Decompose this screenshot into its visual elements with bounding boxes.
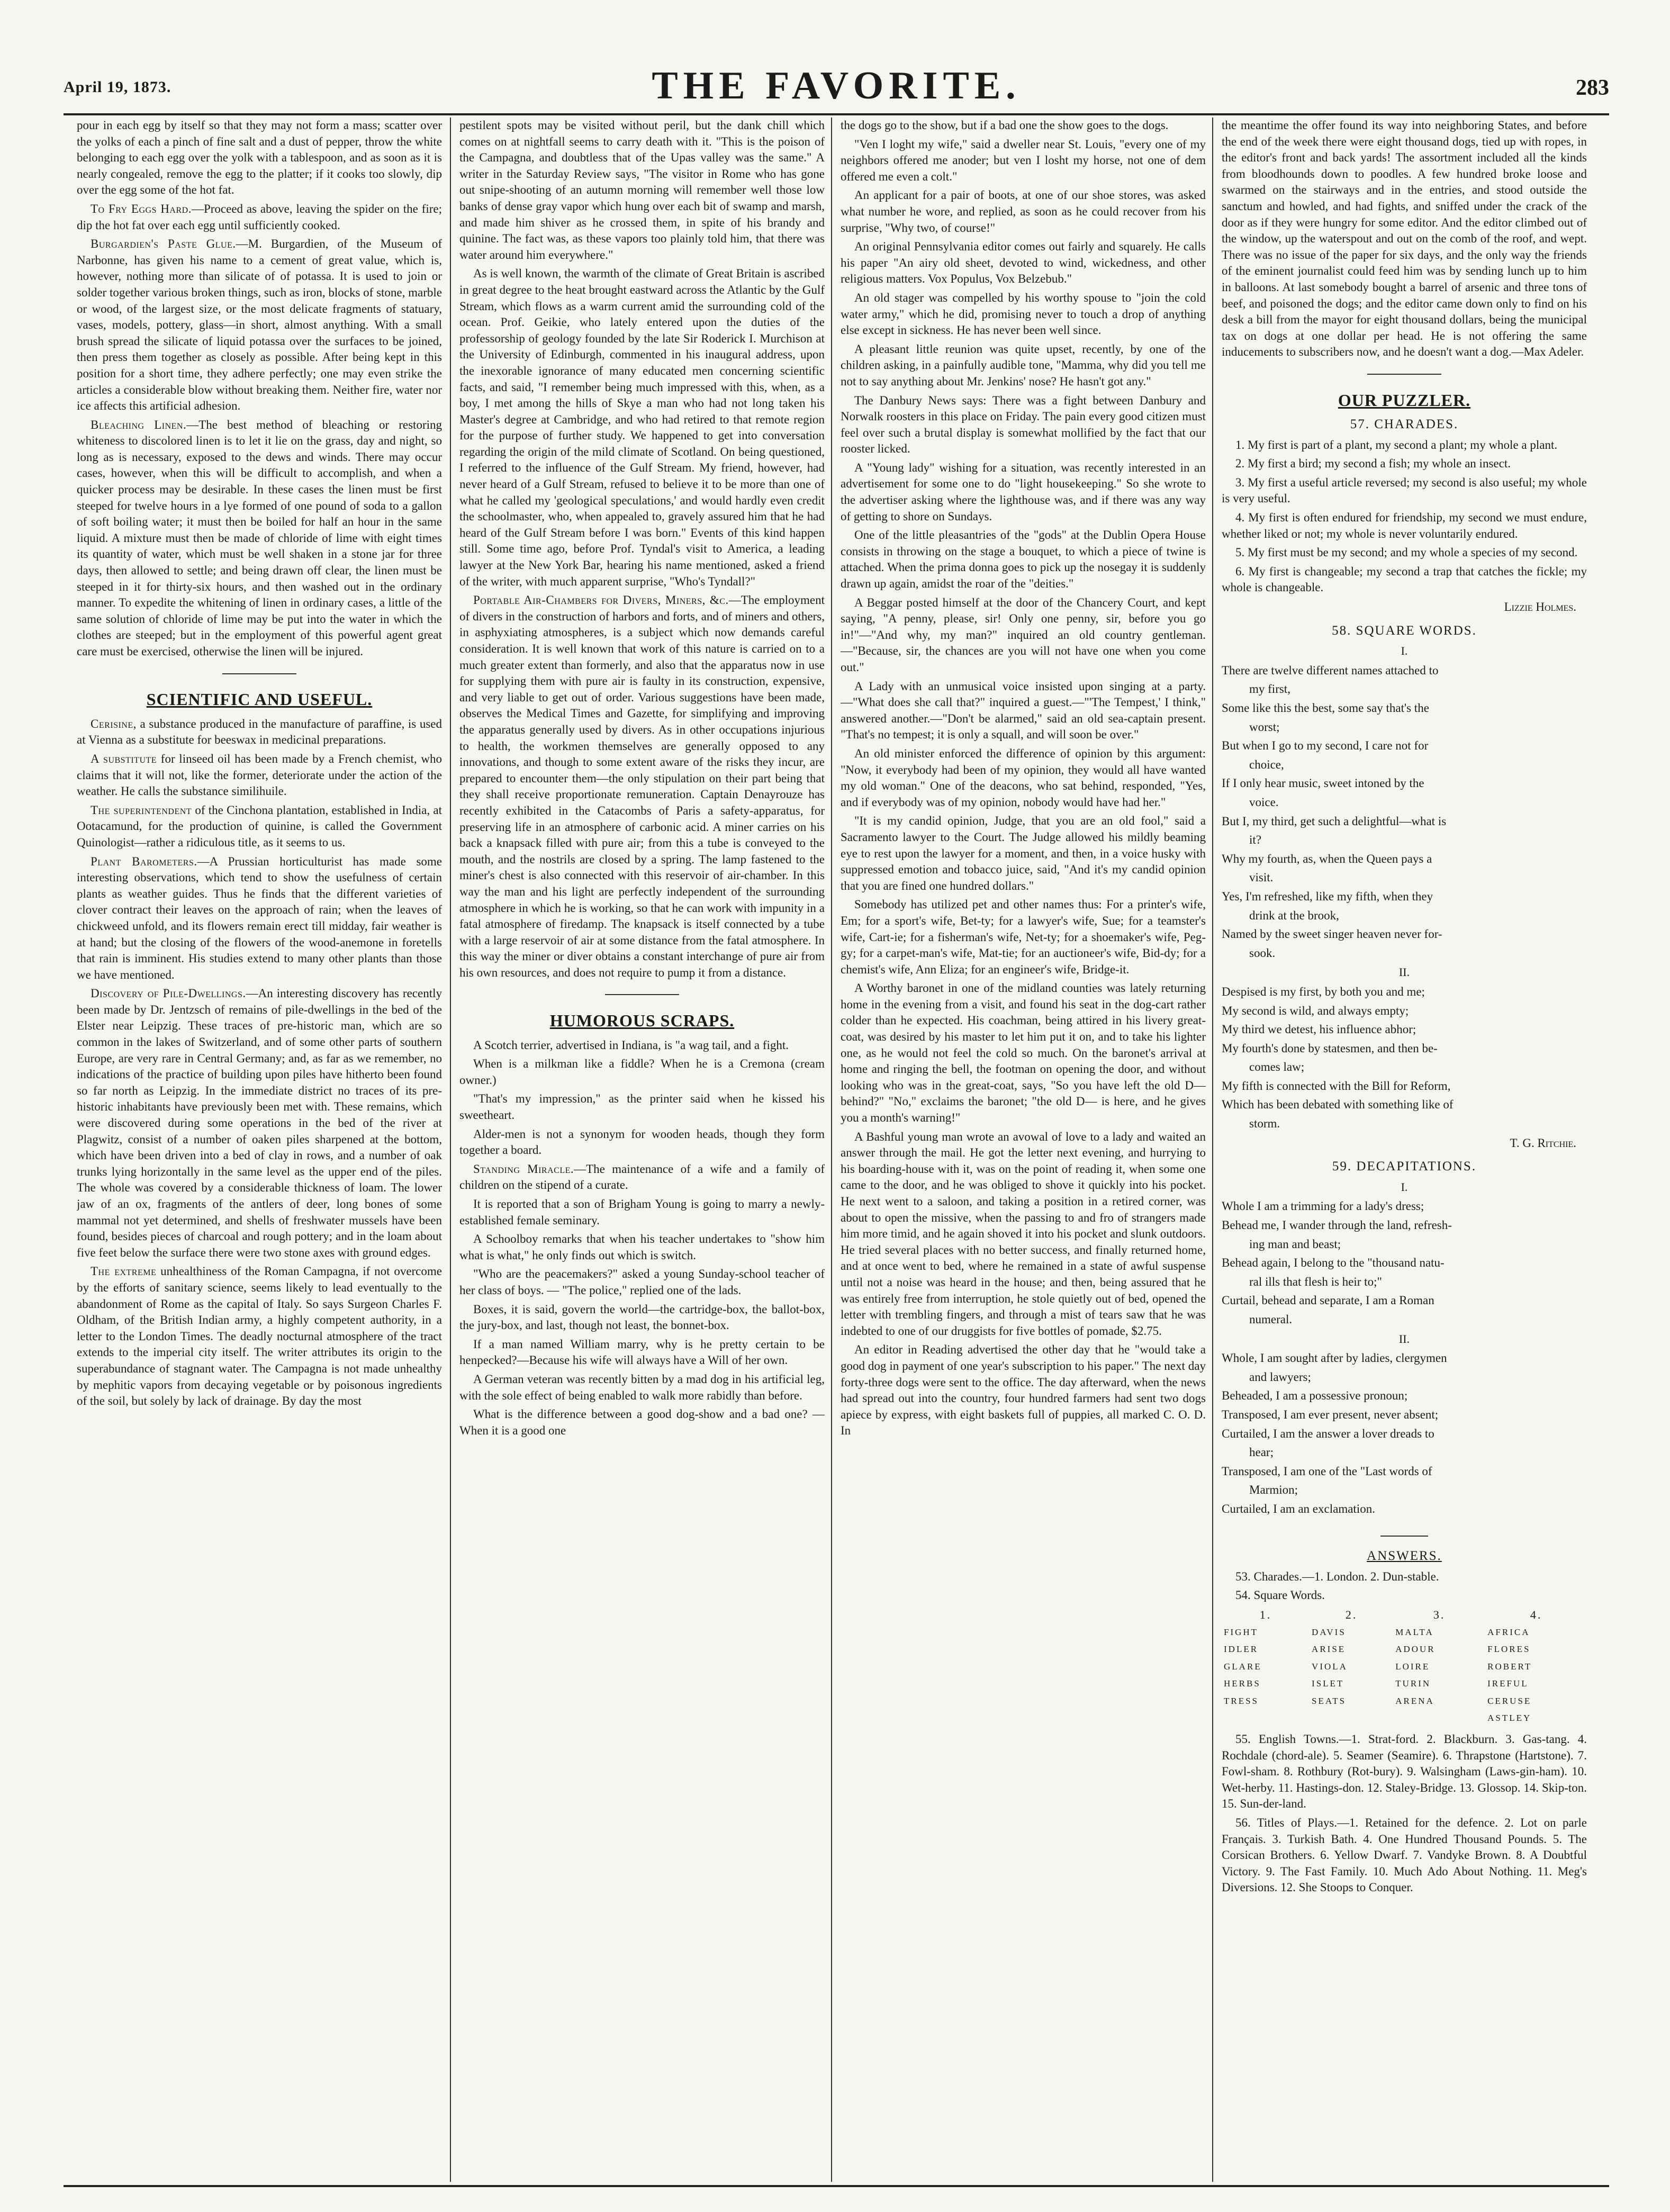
- answer-grid-cell: ADOUR: [1395, 1644, 1436, 1655]
- answer-grid-head: 4.: [1530, 1608, 1542, 1621]
- answer-grid-cell: LOIRE: [1395, 1661, 1430, 1672]
- section-title-humorous: HUMOROUS SCRAPS.: [549, 1011, 735, 1031]
- verse-line: Behead again, I belong to the "thousand natu-: [1222, 1256, 1445, 1270]
- column-divider: [831, 118, 832, 2182]
- joke-paragraph: An editor in Reading advertised the other day that he "would take a good dog in payment of one year's subscription to his paper." The next day forty-three dogs were sent to the office. The day afterward, when the news had spread out into the country, four hundred farmers had sent two dogs apiece by express, with eight baskets full of puppies, all marked C. O. D. In: [841, 1343, 1206, 1438]
- charade-item: 5. My first must be my second; and my whole a species of my second.: [1235, 546, 1578, 559]
- puzzle-heading-square-words: 58. SQUARE WORDS.: [1332, 623, 1477, 638]
- verse-line: ral ills that flesh is heir to;": [1249, 1275, 1382, 1288]
- answer-item: 54. Square Words.: [1235, 1588, 1325, 1602]
- answer-item: 55. English Towns.—1. Strat-ford. 2. Blackburn. 3. Gas-tang. 4. Rochdale (chord-ale). 5. Seamer (Seamire). 6. Thrapstone (Hartstone). 7. Fowl-sham. 8. Rothbury (Rot-bury). 9. Walsingham (Laws-gin-ham). 10. Wet-herby. 11. Hastings-don. 12. Staley-Bridge. 13. Glossop. 14. Skip-ton. 15. Sun-der-land.: [1222, 1732, 1587, 1811]
- answer-grid-cell: ARENA: [1395, 1695, 1434, 1706]
- verse-line: Some like this the best, some say that's the: [1222, 701, 1429, 715]
- article-paragraph: Portable Air-Chambers for Divers, Miners, &c.—The employment of divers in the construction of harbors and forts, and of miners and others, in asphyxiating atmospheres, is a subject which now demands careful consideration. It is well known that work of this nature is carried on to a much greater extent than formerly, and also that the apparatus now in use for supplying them with pure air is faulty in its construction, expensive, and very liable to get out of order. Various suggestions have been made, observes the Medical Times and Gazette, for simplifying and improving the apparatus generally used by divers. As in other occupations injurious to health, the workmen themselves are generally opposed to any innovations, and though to some extent aware of the risks they incur, are prepared to encounter them—the only stipulation on their part being that they shall receive proportionate remuneration. Captain Denayrouze has recently exhibited in the Catacombs of Paris a safety-apparatus, for preserving life in an atmosphere of carbonic acid. A miner carries on his back a knapsack filled with pure air; from this a tube is conveyed to the mouth, and the nostrils are closed by a spring. The lamp fastened to the miner's chest is also connected with this reservoir of air-chamber. In this way the man and his light are perfectly independent of the surrounding atmosphere in which he is working, so that he can work with impunity in a fatal atmosphere of firedamp. The knapsack is itself connected by a tube with a large reservoir of air at some distance from the fatal atmosphere. In this way the miner or diver obtains a constant interchange of pure air from his own resources, and does not require to pump it from a distance.: [459, 593, 825, 979]
- joke-paragraph: A Lady with an unmusical voice insisted upon singing at a party.—"What does she call that?" inquired a guest.—"'The Tempest,' I think," answered another.—"Don't be alarmed," said an old sea-captain present. "That's no tempest; it is only a squall, and will soon be over.": [841, 679, 1206, 742]
- joke-paragraph: A pleasant little reunion was quite upset, recently, by one of the children asking, in a painfully audible tone, "Mamma, why did you tell me not to say anything about Mr. Jenkins' nose? He hasn't got any.": [841, 342, 1206, 388]
- verse-line: If I only hear music, sweet intoned by the: [1222, 777, 1424, 790]
- verse-line: My fifth is connected with the Bill for Reform,: [1222, 1079, 1451, 1093]
- verse-line: Curtailed, I am an exclamation.: [1222, 1502, 1375, 1515]
- article-paragraph: Plant Barometers.—A Prussian horticulturist has made some interesting observations, which tend to show the usefulness of certain plants as weather guides. Thus he finds that the different varieties of clover contract their leaves on the approach of rain; when the leaves of chickweed unfold, and its flowers remain erect till midday, fair weather is at hand; but the closing of the flowers of the wood-anemone in foretells that rain is imminent. His studies extend to many other plants than those we have mentioned.: [77, 854, 442, 981]
- answer-grid-cell: FLORES: [1487, 1644, 1531, 1655]
- answer-item: 53. Charades.—1. London. 2. Dun-stable.: [1235, 1569, 1439, 1583]
- column-divider: [450, 118, 451, 2182]
- verse-line: numeral.: [1249, 1313, 1293, 1326]
- verse-line: my first,: [1249, 682, 1290, 696]
- verse-line: Curtail, behead and separate, I am a Roman: [1222, 1294, 1434, 1307]
- puzzle-number: II.: [1398, 965, 1410, 979]
- verse-block: [1222, 1198, 1587, 1328]
- verse-line: ing man and beast;: [1249, 1237, 1341, 1251]
- charade-item: 1. My first is part of a plant, my second a plant; my whole a plant.: [1235, 438, 1558, 452]
- verse-line: Which has been debated with something like of: [1222, 1098, 1454, 1112]
- answer-grid-cell: AFRICA: [1487, 1627, 1530, 1637]
- answer-grid-cell: TURIN: [1395, 1678, 1431, 1689]
- answer-grid-row: [1222, 1641, 1587, 1658]
- article-paragraph: To Fry Eggs Hard.—Proceed as above, leaving the spider on the fire; dip the hot fat over each egg until sufficiently cooked.: [77, 202, 442, 232]
- article-paragraph: The superintendent of the Cinchona plantation, established in India, at Ootacamund, for the production of quinine, is called the Government Quinologist—rather a ridiculous title, as it seems to us.: [77, 803, 442, 849]
- joke-paragraph: An applicant for a pair of boots, at one of our shoe stores, was asked what number he wore, and replied, as soon as he could recover from his surprise, "Why two, of course!": [841, 188, 1206, 234]
- puzzle-heading-charades: 57. CHARADES.: [1350, 417, 1459, 432]
- joke-paragraph: An old stager was compelled by his worthy spouse to "join the cold water army," which he did, promising never to touch a drop of anything else except in sickness. He has never been well since.: [841, 291, 1206, 337]
- answer-grid-row: [1222, 1658, 1587, 1676]
- answer-grid-cell: ASTLEY: [1487, 1713, 1532, 1723]
- verse-line: hear;: [1249, 1446, 1274, 1459]
- answer-grid-head: 2.: [1345, 1608, 1358, 1621]
- joke-paragraph: A Bashful young man wrote an avowal of love to a lady and waited an answer through the mail. He got the letter next evening, and hurrying to his boarding-house with it, was on the point of reading it, when some one came to the door, and he was obliged to shove it quickly into his pocket. He next went to a saloon, and taking a position in a retired corner, was about to open the missive, when the passing to and fro of strangers made him more timid, and he again shoved it into his pocket and slunk outdoors. He tried several places with no better success, and finally returned home, and at once went to bed, where he remained in a state of awful suspense until not a noise was heard in the house; and then, being assured that he was entirely free from interruption, he stole quietly out of bed, opened the letter with trembling fingers, and through a mist of tears saw that he was indebted to one of our druggists for five bottles of pomade, $2.75.: [841, 1130, 1206, 1338]
- answer-grid-cell: IDLER: [1224, 1644, 1259, 1655]
- joke-paragraph: "Ven I loght my wife," said a dweller near St. Louis, "every one of my neighbors offered me anoder; but ven I losht my horse, not one of dem offered me even a colt.": [841, 137, 1206, 183]
- joke-paragraph: A German veteran was recently bitten by a mad dog in his artificial leg, with the sole effect of being enabled to walk more rabidly than before.: [459, 1372, 825, 1402]
- joke-paragraph: A Schoolboy remarks that when his teacher undertakes to "show him what is what," he only finds out which is switch.: [459, 1232, 825, 1262]
- joke-paragraph: One of the little pleasantries of the "gods" at the Dublin Opera House consists in throwing on the stage a bouquet, to which a piece of twine is attached. When the prima donna goes to pick up the nosegay it is suddenly drawn up again, amidst the roar of the "deities.": [841, 528, 1206, 591]
- verse-block: [1222, 984, 1587, 1132]
- article-paragraph: The extreme unhealthiness of the Roman Campagna, if not overcome by the efforts of sanitary science, seems likely to lead eventually to the abandonment of Rome as the capital of Italy. So says Surgeon Charles F. Oldham, of the British Indian army, a highly competent authority, in a letter to the London Times. The deadly nocturnal atmosphere of the tract extends to the imperial city itself. The writer attributes its origin to the superabundance of stagnant water. The Campagna is not made unhealthy by mephitic vapors from decaying vegetable or by poisonous ingredients of the soil, but solely by lack of drainage. By day the most: [77, 1265, 442, 1408]
- verse-line: Named by the sweet singer heaven never for-: [1222, 927, 1442, 941]
- answer-grid-cell: ISLET: [1312, 1678, 1344, 1689]
- article-paragraph: Bleaching Linen.—The best method of bleaching or restoring whiteness to discolored linen is to let it lie on the grass, day and night, so long as is necessary, exposed to the dews and winds. There may occur cases, however, when this will be difficult to accomplish, and when a quicker process may be desirable. In these cases the linen must be first steeped for twelve hours in a lye formed of one pound of soda to a gallon of soft boiling water; it must then be boiled for half an hour in the same liquid. A mixture must then be made of chloride of lime with eight times its quantity of water, which must be well shaken in a stone jar for three days, then allowed to settle; and being drawn off clear, the linen must be steeped in it for thirty-six hours, and then washed out in the ordinary manner. To expedite the whitening of linen in ordinary cases, a little of the same solution of chloride of lime may be put into the water in which the clothes are steeped; but in the employment of this powerful agent great care must be exercised, otherwise the linen will be injured.: [77, 418, 442, 658]
- joke-paragraph: Somebody has utilized pet and other names thus: For a printer's wife, Em; for a sport's wife, Bet-ty; for a lawyer's wife, Sue; for a teamster's wife, Cart-ie; for a fisherman's wife, Net-ty; for a shoemaker's wife, Peg-gy; for a carpet-man's wife, Mat-tie; for an auctioneer's wife, Bid-dy; for a chemist's wife, Ann Eliza; for an engineer's wife, Bridge-it.: [841, 898, 1206, 976]
- answer-grid-cell: SEATS: [1312, 1695, 1347, 1706]
- answer-grid-cell: [1222, 1710, 1310, 1727]
- joke-paragraph: the dogs go to the show, but if a bad one the show goes to the dogs.: [841, 119, 1169, 132]
- joke-paragraph: When is a milkman like a fiddle? When he is a Cremona (cream owner.): [459, 1057, 825, 1087]
- verse-line: sook.: [1249, 946, 1276, 960]
- verse-line: There are twelve different names attached to: [1222, 663, 1439, 677]
- answer-grid-cell: TRESS: [1224, 1695, 1259, 1706]
- joke-paragraph: The Danbury News says: There was a fight between Danbury and Norwalk roosters in this place on Friday. The pain every good citizen must feel over such a brutal display is somewhat mollified by the fact that our rooster licked.: [841, 393, 1206, 456]
- joke-paragraph: Alder-men is not a synonym for wooden heads, though they form together a board.: [459, 1127, 825, 1157]
- verse-line: Whole I am a trimming for a lady's dress;: [1222, 1199, 1424, 1213]
- answer-grid-row: [1222, 1624, 1587, 1641]
- section-ornament: [459, 983, 825, 1000]
- verse-line: drink at the brook,: [1249, 908, 1339, 922]
- column-3: [841, 118, 1206, 2182]
- answer-grid-row: [1222, 1675, 1587, 1693]
- charade-item: 2. My first a bird; my second a fish; my whole an insect.: [1235, 457, 1511, 471]
- charade-item: 3. My first a useful article reversed; my second is also useful; my whole is very useful.: [1222, 475, 1587, 505]
- bottom-rule: [64, 2185, 1609, 2187]
- article-paragraph: Discovery of Pile-Dwellings.—An interesting discovery has recently been made by Dr. Jentzsch of remains of pile-dwellings in the bed of the Elster near Leipzig. These traces of pre-historic man, which are so common in the lakes of Switzerland, and of some other parts of southern Europe, are very rare in Central Germany; and, as far as we remember, no indications of the practice of building upon piles have hitherto been found so far north as Leipzig. In the immediate district no traces of its pre-historic inhabitants have previously been met with. These remains, which were discovered during some operations in the bed of the river at Plagwitz, consist of a number of oaken piles sharpened at the bottom, which have been driven into a bed of clay in rows, and a number of oak trunks lying horizontally in the same level as the upper end of the piles. The whole was covered by a considerable thickness of loam. The lower jaw of an ox, fragments of the antlers of deer, long bones of some mammal not yet determined, and shells of freshwater mussels have been found, besides pieces of charcoal and rough pottery; and in the loam about five feet below the surface there were two stone axes with ground edges.: [77, 987, 442, 1259]
- joke-paragraph: Boxes, it is said, govern the world—the cartridge-box, the ballot-box, the jury-box, and last, though not least, the bonnet-box.: [459, 1302, 825, 1332]
- joke-paragraph: "That's my impression," as the printer said when he kissed his sweetheart.: [459, 1092, 825, 1122]
- verse-line: Curtailed, I am the answer a lover dreads to: [1222, 1426, 1434, 1440]
- joke-paragraph: "Who are the peacemakers?" asked a young Sunday-school teacher of her class of boys. — "The police," replied one of the lads.: [459, 1267, 825, 1297]
- joke-paragraph: Standing Miracle.—The maintenance of a wife and a family of children on the stipend of a curate.: [459, 1162, 825, 1192]
- section-ornament: [1222, 1525, 1587, 1541]
- article-paragraph: Cerisine, a substance produced in the manufacture of paraffine, is used at Vienna as a substitute for beeswax in medicinal preparations.: [77, 717, 442, 747]
- article-paragraph: A substitute for linseed oil has been made by a French chemist, who claims that it will not, like the former, deteriorate under the action of the weather. He calls the substance similihuile.: [77, 752, 442, 798]
- masthead-rule: [64, 113, 1609, 115]
- section-title-puzzler: OUR PUZZLER.: [1338, 390, 1471, 410]
- answer-grid-cell: CERUSE: [1487, 1695, 1532, 1706]
- verse-line: Marmion;: [1249, 1483, 1298, 1497]
- answer-grid-cell: FIGHT: [1224, 1627, 1259, 1637]
- answer-item: 56. Titles of Plays.—1. Retained for the defence. 2. Lot on parle Français. 3. Turkish Bath. 4. One Hundred Thousand Pounds. 5. The Corsican Brothers. 6. Yellow Dwarf. 7. Vandyke Brown. 8. A Doubtful Victory. 9. The Fast Family. 10. Much Ado About Nothing. 11. Meg's Diversions. 12. She Stoops to Conquer.: [1222, 1816, 1587, 1894]
- verse-line: My third we detest, his influence abhor;: [1222, 1023, 1416, 1036]
- joke-paragraph: If a man named William marry, why is he pretty certain to be henpecked?—Because his wife will always have a Will of her own.: [459, 1337, 825, 1367]
- verse-line: My second is wild, and always empty;: [1222, 1004, 1409, 1017]
- answer-grid-cell: [1310, 1710, 1393, 1727]
- column-4: [1222, 118, 1587, 2182]
- answer-grid-head: 1.: [1259, 1608, 1272, 1621]
- masthead: [64, 64, 1609, 114]
- verse-line: My fourth's done by statesmen, and then be-: [1222, 1041, 1438, 1055]
- contributor-signature: T. G. Ritchie.: [1510, 1136, 1576, 1150]
- issue-date: April 19, 1873.: [64, 78, 171, 96]
- verse-line: Despised is my first, by both you and me;: [1222, 985, 1425, 998]
- answer-grid-cell: DAVIS: [1312, 1627, 1346, 1637]
- verse-line: Yes, I'm refreshed, like my fifth, when they: [1222, 889, 1433, 903]
- verse-line: it?: [1249, 833, 1261, 847]
- joke-paragraph: An old minister enforced the difference of opinion by this argument: "Now, it everybody had been of my opinion, they would all have wanted my old woman." One of the deacons, who sat behind, responded, "Yes, and if everybody was of my opinion, nobody would have had her.": [841, 746, 1206, 809]
- verse-line: worst;: [1249, 720, 1280, 734]
- answer-grid-cell: [1393, 1710, 1485, 1727]
- answers-heading: ANSWERS.: [1367, 1549, 1442, 1564]
- column-1: [77, 118, 442, 2182]
- article-paragraph: pestilent spots may be visited without peril, but the dank chill which comes on at nightfall seems to carry death with it. "This is the poison of the Campagna, and doubtless that of the Upas valley was the same." A writer in the Saturday Review says, "The visitor in Rome who has gone out snipe-shooting of an autumn morning will remember well those low banks of dense gray vapor which hung over each bit of swamp and marsh, and made him shiver as he crossed them, in spite of his brandy and quinine. The fact was, as these vapors too plainly told him, that there was water around him everywhere.": [459, 119, 825, 261]
- puzzle-number: II.: [1398, 1332, 1410, 1346]
- verse-block: [1222, 1350, 1587, 1517]
- answer-grid-cell: HERBS: [1224, 1678, 1261, 1689]
- verse-line: visit.: [1249, 871, 1274, 884]
- charade-item: 4. My first is often endured for friendship, my second we must endure, whether liked or not; my whole is never voluntarily endured.: [1222, 511, 1587, 540]
- verse-line: comes law;: [1249, 1060, 1305, 1074]
- joke-paragraph: A Scotch terrier, advertised in Indiana, is "a wag tail, and a fight.: [473, 1038, 789, 1052]
- square-words-answer-grid: [1222, 1606, 1587, 1727]
- puzzle-number: I.: [1401, 644, 1408, 658]
- verse-line: choice,: [1249, 757, 1284, 771]
- article-paragraph: Burgardien's Paste Glue.—M. Burgardien, of the Museum of Narbonne, has given his name to a cement of great value, which is, however, nothing more than silicate of of potassa. It is used to join or solder together various broken things, such as iron, blocks of stone, marble or wood, of the largest size, or the most delicate fragments of statuary, vases, models, pottery, glass—in short, almost anything. With a small brush spread the silicate of liquid potassa over the surfaces to be joined, then press them together as closely as possible. After being kept in this position for a short time, they adhere perfectly; one may even strike the articles a considerable blow without breaking them. Neither fire, water nor ice affects this artificial adhesion.: [77, 237, 442, 413]
- joke-paragraph: An original Pennsylvania editor comes out fairly and squarely. He calls his paper "An airy old sheet, devoted to wind, wickedness, and other religious matters. Vox Populus, Vox Belzebub.": [841, 240, 1206, 286]
- puzzle-number: I.: [1401, 1180, 1408, 1194]
- section-ornament: [1222, 363, 1587, 380]
- page-number: 283: [1576, 76, 1609, 100]
- answer-grid-head: 3.: [1433, 1608, 1446, 1621]
- joke-paragraph: It is reported that a son of Brigham Young is going to marry a newly-established female seminary.: [459, 1197, 825, 1227]
- verse-line: Why my fourth, as, when the Queen pays a: [1222, 852, 1432, 865]
- newspaper-title: THE FAVORITE.: [652, 64, 1021, 107]
- article-paragraph: As is well known, the warmth of the climate of Great Britain is ascribed in great degree to the heat brought eastward across the Atlantic by the Gulf Stream, which flows as a warm current amid the surrounding cold of the ocean. Prof. Geikie, who lately entered upon the duties of the professorship of geology founded by the late Sir Roderick I. Murchison at the University of Edinburgh, commented in his inaugural address, upon the inexorable ignorance of many educated men concerning scientific facts, and said, "I remember being much impressed with this, when, as a boy, I met among the hills of Skye a man who had not long taken his Master's degree at Cambridge, and who had retired to that remote region for the purpose of further study. We happened to get into conversation regarding the origin of the mild climate of Scotland. On being questioned, I referred to the influence of the Gulf Stream. My friend, however, had never heard of a Gulf Stream, refused to believe it to be more than one of what he called my 'geological speculations,' and would hardly even credit the schoolmaster, who, when appealed to, gravely assured him that he had heard of the Gulf Stream before I was born." Events of this kind happen still. Some time ago, before Prof. Tyndal's visit to America, a leading lawyer at the New York Bar, hearing his name mentioned, asked a friend of the writer, with much apparent surprise, "Who's Tyndall?": [459, 267, 825, 588]
- verse-line: Whole, I am sought after by ladies, clergymen: [1222, 1351, 1447, 1365]
- verse-line: and lawyers;: [1249, 1370, 1311, 1384]
- joke-paragraph: "It is my candid opinion, Judge, that you are an old fool," said a Sacramento lawyer to the Court. The Judge allowed his mildly beaming eye to rest upon the lawyer for a moment, and then, in a voice husky with suppressed emotion and tobacco juice, said, "And it's my candid opinion that you are fined one hundred dollars.": [841, 814, 1206, 892]
- article-paragraph: the meantime the offer found its way into neighboring States, and before the end of the week there were eight thousand dogs, tied up with ropes, in the editor's front and back yards! The assortment included all the kinds from bloodhounds down to poodles. A few hundred broke loose and swarmed on the stairways and in the entries, and stood outside the sanctum and howled, and had fights, and sniffed under the crack of the door as if they were hungry for some editor. And the editor climbed out of the window, up the waterspout and out on the comb of the roof, and wept. There was no issue of the paper for six days, and the only way the friends of the eminent journalist could feed him was by sending lunch up to him in balloons. At last somebody bought a barrel of arsenic and three tons of beef, and poisoned the dogs; and the editor came down only to find on his desk a bill from the mayor for eight thousand dollars, being the municipal tax on dogs at one dollar per head. He is not offering the same inducements to subscribers now, and he doesn't want a dog.—Max Adeler.: [1222, 119, 1587, 359]
- joke-paragraph: A Beggar posted himself at the door of the Chancery Court, and kept saying, "A penny, please, sir! Only one penny, sir, before you go in!"—"And why, my man?" inquired an old country gentleman.—"Because, sir, the chances are you will not have one when you come out.": [841, 595, 1206, 674]
- answer-grid-header-row: [1222, 1606, 1587, 1624]
- section-ornament: [77, 663, 442, 679]
- verse-line: voice.: [1249, 795, 1279, 809]
- joke-paragraph: What is the difference between a good dog-show and a bad one? — When it is a good one: [459, 1407, 825, 1437]
- verse-line: storm.: [1249, 1117, 1280, 1131]
- verse-line: Transposed, I am one of the "Last words of: [1222, 1464, 1432, 1478]
- section-title-scientific: SCIENTIFIC AND USEFUL.: [146, 690, 373, 709]
- article-paragraph: pour in each egg by itself so that they may not form a mass; scatter over the yolks of each a pinch of fine salt and a dust of pepper, throw the white belonging to each egg over the yolk with a tablespoon, and as soon as it is nearly congealed, remove the egg to the platter; if it cooks too slowly, dip over the egg some of the hot fat.: [77, 119, 442, 197]
- joke-paragraph: A Worthy baronet in one of the midland counties was lately returning home in the evening from a visit, and found his seat in the dog-cart rather colder than he expected. His coachman, being attired in his livery great-coat, was desired by his master to let him put it on, and to take his lighter one, as he would not feel the cold so much. On the baronet's arrival at home and ringing the bell, the footman on opening the door, and without looking who was in the great-coat, says, "So you have left the old D— behind?" "No," exclaims the baronet; "the old D— is here, and he gives you a month's warning!": [841, 981, 1206, 1125]
- answer-grid-cell: MALTA: [1395, 1627, 1434, 1637]
- answer-grid-cell: ROBERT: [1487, 1661, 1532, 1672]
- verse-line: Beheaded, I am a possessive pronoun;: [1222, 1389, 1408, 1403]
- column-divider: [1212, 118, 1213, 2182]
- answer-grid-cell: IREFUL: [1487, 1678, 1529, 1689]
- verse-line: Transposed, I am ever present, never absent;: [1222, 1407, 1439, 1421]
- puzzle-heading-decapitations: 59. DECAPITATIONS.: [1332, 1159, 1477, 1174]
- contributor-signature: Lizzie Holmes.: [1504, 600, 1576, 614]
- answer-grid-cell: VIOLA: [1312, 1661, 1348, 1672]
- verse-line: But when I go to my second, I care not for: [1222, 739, 1429, 753]
- verse-block: [1222, 663, 1587, 962]
- answer-grid-row: [1222, 1693, 1587, 1710]
- answer-grid-row: [1222, 1710, 1587, 1727]
- joke-paragraph: A "Young lady" wishing for a situation, was recently interested in an advertisement for some one to do "light housekeeping." So she wrote to the advertiser asking where the lighthouse was, and if there was any way of getting to shore on Sundays.: [841, 461, 1206, 523]
- charade-item: 6. My first is changeable; my second a trap that catches the fickle; my whole is changeable.: [1222, 564, 1587, 594]
- answer-grid-cell: GLARE: [1224, 1661, 1262, 1672]
- column-2: [459, 118, 825, 2182]
- verse-line: Behead me, I wander through the land, refresh-: [1222, 1218, 1452, 1232]
- verse-line: But I, my third, get such a delightful—what is: [1222, 814, 1447, 828]
- answer-grid-cell: ARISE: [1312, 1644, 1346, 1655]
